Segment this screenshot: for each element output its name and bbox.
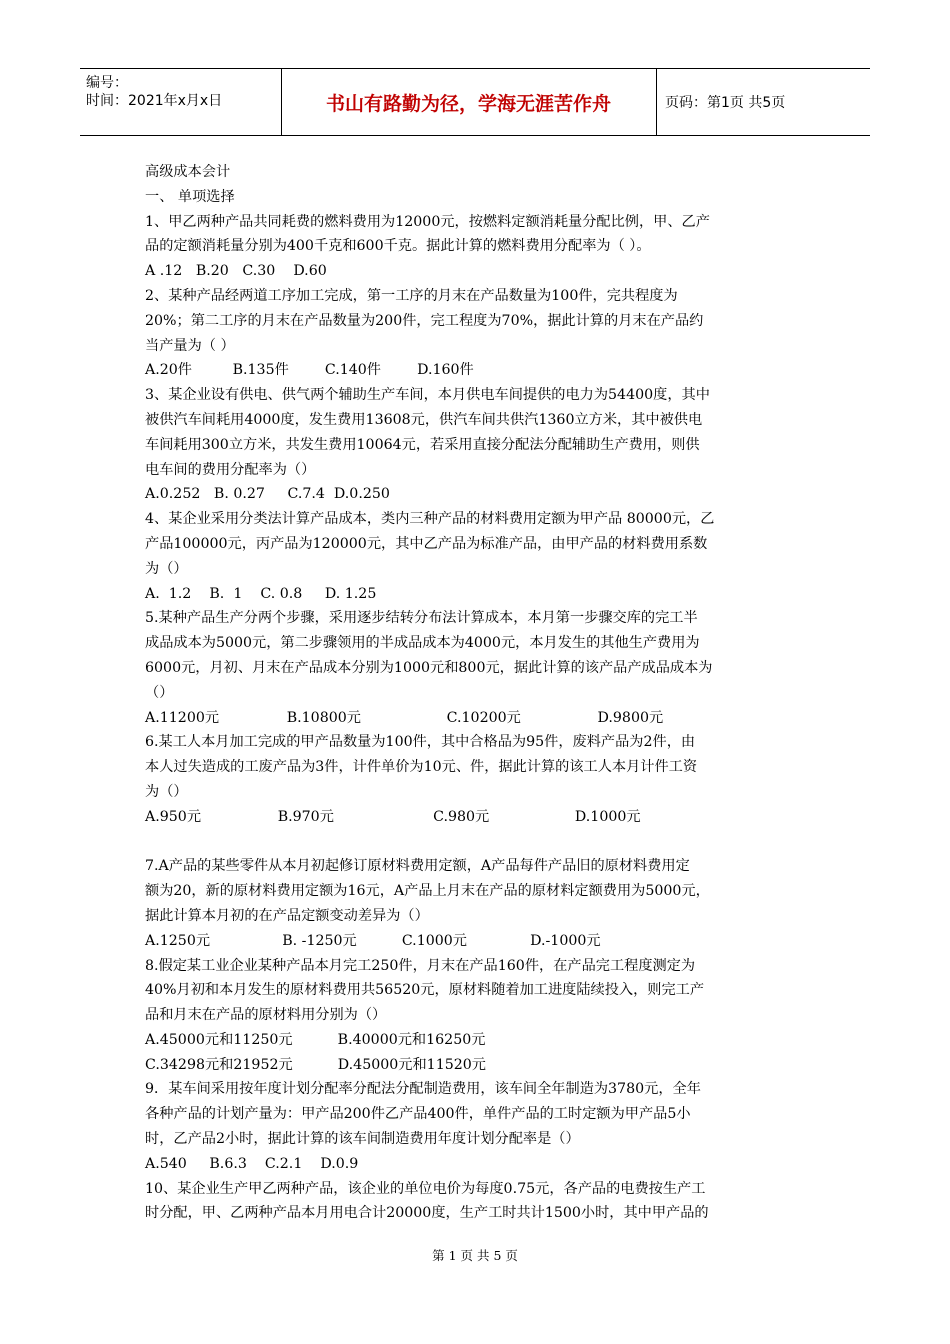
text-line: A.540 B.6.3 C.2.1 D.0.9 — [145, 1155, 359, 1172]
text-line: 为（） — [145, 560, 188, 577]
text-line: A.45000元和11250元 B.40000元和16250元 — [145, 1031, 486, 1048]
text-line: A.1250元 B. -1250元 C.1000元 D.-1000元 — [145, 932, 601, 949]
text-line: 产品100000元，丙产品为120000元，其中乙产品为标准产品，由甲产品的材料费用系数 — [145, 535, 708, 552]
text-line: 各种产品的计划产量为：甲产品200件乙产品400件，单件产品的工时定额为甲产品5小 — [145, 1106, 691, 1123]
text-line: 成品成本为5000元，第二步骤领用的半成品成本为4000元，本月发生的其他生产费用为 — [145, 635, 700, 652]
header-motto: 书山有路勤为径，学海无涯苦作舟 — [325, 92, 611, 115]
text-line: A.0.252 B. 0.27 C.7.4 D.0.250 — [145, 486, 390, 503]
text-line: 5.某种产品生产分两个步骤，采用逐步结转分布法计算成本，本月第一步骤交库的完工半 — [145, 610, 698, 627]
text-line: A.20件 B.135件 C.140件 D.160件 — [145, 362, 474, 379]
text-line: A.11200元 B.10800元 C.10200元 D.9800元 — [145, 709, 664, 726]
text-line: 额为20，新的原材料费用定额为16元，A产品上月末在产品的原材料定额费用为5000元， — [145, 883, 710, 900]
time-label: 时间：2021年x月x日 — [86, 93, 223, 109]
text-line: 当产量为（ ） — [145, 337, 235, 354]
text-line: 6000元，月初、月末在产品成本分别为1000元和800元，据此计算的该产品产成品成本为 — [145, 659, 713, 676]
text-line: 1、甲乙两种产品共同耗费的燃料费用为12000元，按燃料定额消耗量分配比例，甲、乙产 — [145, 213, 710, 230]
text-line: 7.A产品的某些零件从本月初起修订原材料费用定额，A产品每件产品旧的原材料费用定 — [145, 858, 690, 875]
text-line: 2、某种产品经两道工序加工完成，第一工序的月末在产品数量为100件，完共程度为 — [145, 287, 678, 304]
text-line: 8.假定某工业企业某种产品本月完工250件，月末在产品160件，在产品完工程度测定为 — [145, 957, 696, 974]
text-line: 品和月末在产品的原材料用分别为（） — [145, 1007, 387, 1024]
text-line: 车间耗用300立方米，共发生费用10064元，若采用直接分配法分配辅助生产费用，则供 — [145, 436, 700, 453]
text-line: 10、某企业生产甲乙两种产品，该企业的单位电价为每度0.75元，各产品的电费按生产工 — [145, 1180, 706, 1197]
text-line — [145, 830, 810, 855]
text-line: （） — [145, 684, 174, 701]
text-line: 被供汽车间耗用4000度，发生费用13608元，供汽车间共供汽1360立方米，其中被供电 — [145, 411, 703, 428]
text-line: 据此计算本月初的在产品定额变动差异为（） — [145, 907, 429, 924]
text-line: 电车间的费用分配率为（） — [145, 461, 316, 478]
text-line: 为（） — [145, 783, 188, 800]
text-line: 40%月初和本月发生的原材料费用共56520元，原材料随着加工进度陆续投入，则完工产 — [145, 982, 705, 999]
page-footer: 第 1 页 共 5 页 — [432, 1248, 518, 1263]
text-line: 时，乙产品2小时，据此计算的该车间制造费用年度计划分配率是（） — [145, 1131, 580, 1148]
document-body — [145, 160, 810, 1226]
text-line: A.950元 B.970元 C.980元 D.1000元 — [145, 808, 641, 825]
number-label: 编号： — [86, 75, 128, 91]
text-line: 6.某工人本月加工完成的甲产品数量为100件，其中合格品为95件，废料产品为2件，由 — [145, 734, 696, 751]
text-line: 4、某企业采用分类法计算产品成本，类内三种产品的材料费用定额为甲产品 80000元，乙 — [145, 511, 715, 528]
text-line: 20%；第二工序的月末在产品数量为200件，完工程度为70%，据此计算的月末在产品约 — [145, 312, 704, 329]
text-line: 高级成本会计 — [145, 164, 231, 180]
text-line: 本人过失造成的工废产品为3件，计件单价为10元、件，据此计算的该工人本月计件工资 — [145, 759, 698, 776]
text-line: 9．某车间采用按年度计划分配率分配法分配制造费用，该车间全年制造为3780元，全年 — [145, 1081, 701, 1098]
text-line: A .12 B.20 C.30 D.60 — [145, 263, 327, 280]
text-line: A. 1.2 B. 1 C. 0.8 D. 1.25 — [145, 585, 377, 602]
text-line: 时分配，甲、乙两种产品本月用电合计20000度，生产工时共计1500小时，其中甲产品的 — [145, 1205, 709, 1222]
page-header — [80, 68, 870, 136]
text-line: 一、 单项选择 — [145, 188, 235, 205]
text-line: 品的定额消耗量分别为400千克和600千克。据此计算的燃料费用分配率为（ ）。 — [145, 238, 651, 255]
header-page-info: 页码：第1页 共5页 — [665, 95, 786, 111]
header-divider-right — [656, 68, 657, 136]
text-line: 3、某企业设有供电、供气两个辅助生产车间，本月供电车间提供的电力为54400度，其中 — [145, 387, 710, 404]
text-line: C.34298元和21952元 D.45000元和11520元 — [145, 1056, 486, 1073]
header-meta — [86, 74, 222, 110]
